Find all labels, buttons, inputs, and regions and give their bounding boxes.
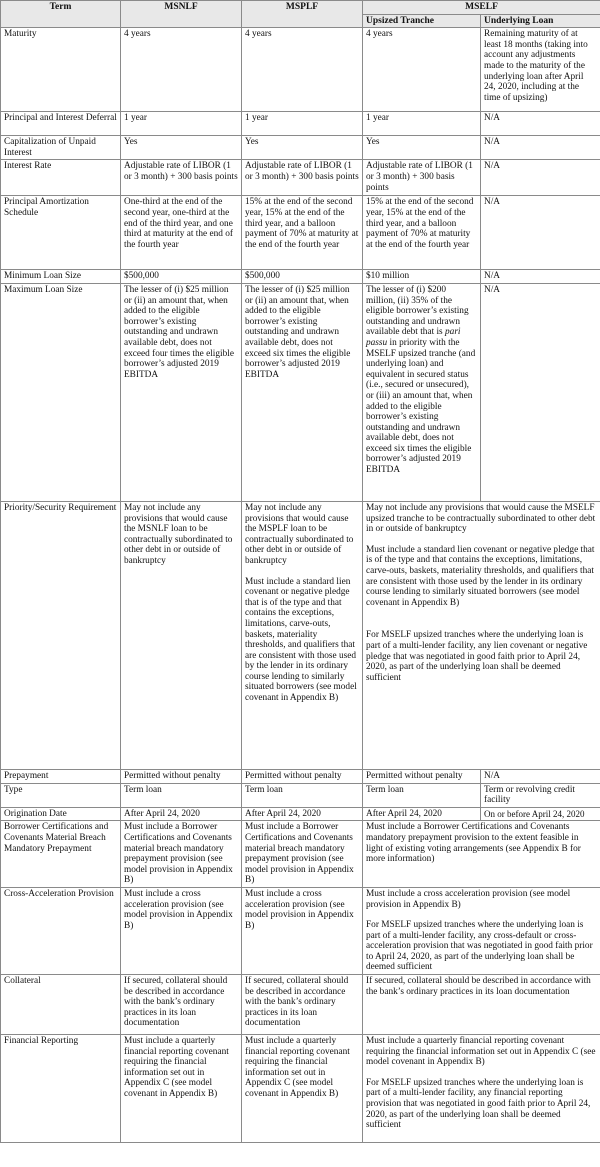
cell-msnlf: Must include a cross acceleration provision (see model provision in Appendix B)	[121, 887, 242, 974]
row-term: Interest Rate	[1, 160, 121, 196]
cell-mself: If secured, collateral should be described in accordance with the bank’s ordinary practices in its loan documentation	[363, 975, 600, 1035]
table-row	[1, 821, 600, 888]
row-term: Maturity	[1, 28, 121, 112]
cell-msplf: 15% at the end of the second year, 15% at the end of the third year, and a balloon payment of 70% at maturity at the end of the fourth year	[242, 196, 363, 270]
priority-mself-para-3: For MSELF upsized tranches where the underlying loan is part of a multi-lender facility, any lien covenant or negative pledge that was negotiated in good faith prior to April 24, 2020, as part of the underlying loan shall be deemed sufficient	[366, 630, 588, 683]
row-term: Principal and Interest Deferral	[1, 112, 121, 136]
cell-upsized	[363, 283, 481, 501]
cell-upsized: 15% at the end of the second year, 15% at the end of the third year, and a balloon payment of 70% at maturity at the end of the fourth year	[363, 196, 481, 270]
table-row	[1, 270, 600, 284]
cell-msnlf: Yes	[121, 136, 242, 160]
cell-upsized: $10 million	[363, 270, 481, 284]
cell-msplf: Adjustable rate of LIBOR (1 or 3 month) + 300 basis points	[242, 160, 363, 196]
cell-msplf: 4 years	[242, 28, 363, 112]
header-underlying-loan: Underlying Loan	[481, 14, 600, 28]
row-term: Cross-Acceleration Provision	[1, 887, 121, 974]
cell-msplf: The lesser of (i) $25 million or (ii) an amount that, when added to the eligible borrower’s existing outstanding and undrawn available debt, does not exceed six times the eligible borrower’s adjusted 2019 EBITDA	[242, 283, 363, 501]
cell-underlying: N/A	[481, 283, 600, 501]
reporting-mself-para-2: For MSELF upsized tranches where the underlying loan is part of a multi-lender facility, any financial reporting provision that was negotiated in good faith prior to April 24, 2020, as part of the underlying loan shall be deemed sufficient	[366, 1077, 591, 1131]
table-row	[1, 160, 600, 196]
table-row	[1, 136, 600, 160]
header-row	[1, 1, 600, 15]
cell-msnlf: Must include a quarterly financial reporting covenant requiring the financial information set out in Appendix C (see model covenant in Appendix B)	[121, 1035, 242, 1143]
cell-mself: Must include a Borrower Certifications and Covenants mandatory prepayment provision to the extent feasible in light of existing voting arrangements (see Appendix B for more information)	[363, 821, 600, 888]
cell-msnlf: Adjustable rate of LIBOR (1 or 3 month) + 300 basis points	[121, 160, 242, 196]
row-term: Minimum Loan Size	[1, 270, 121, 284]
row-term: Capitalization of Unpaid Interest	[1, 136, 121, 160]
cell-msplf	[242, 501, 363, 769]
cell-msnlf: 4 years	[121, 28, 242, 112]
cell-mself	[363, 887, 600, 974]
row-term: Financial Reporting	[1, 1035, 121, 1143]
cell-upsized: Adjustable rate of LIBOR (1 or 3 month) + 300 basis points	[363, 160, 481, 196]
cell-mself	[363, 501, 600, 769]
header-mself: MSELF	[363, 1, 600, 15]
cell-msplf: $500,000	[242, 270, 363, 284]
header-term: Term	[1, 1, 121, 28]
priority-msplf-para-2: Must include a standard lien covenant or negative pledge that is of the type and that contains the exceptions, limitations, carve-outs, baskets, materiality thresholds, and qualifiers that are consistent with those used by the lender in its ordinary course lending to similarly situated borrowers (see model covenant in Appendix B)	[245, 576, 357, 704]
pari-passu-text: pari passu	[366, 327, 461, 348]
table-row	[1, 975, 600, 1035]
row-term: Principal Amortization Schedule	[1, 196, 121, 270]
cell-mself	[363, 1035, 600, 1143]
cell-msplf: Permitted without penalty	[242, 769, 363, 783]
cell-underlying: N/A	[481, 160, 600, 196]
cell-upsized: After April 24, 2020	[363, 807, 481, 821]
header-msplf: MSPLF	[242, 1, 363, 28]
cell-upsized: Permitted without penalty	[363, 769, 481, 783]
cell-msplf: Yes	[242, 136, 363, 160]
cell-upsized: Yes	[363, 136, 481, 160]
cell-underlying: N/A	[481, 270, 600, 284]
table-row	[1, 783, 600, 807]
cell-msplf: Must include a cross acceleration provision (see model provision in Appendix B)	[242, 887, 363, 974]
cell-upsized: Term loan	[363, 783, 481, 807]
header-upsized-tranche: Upsized Tranche	[363, 14, 481, 28]
row-term: Collateral	[1, 975, 121, 1035]
cell-upsized: 1 year	[363, 112, 481, 136]
max-size-text-b: in priority with the MSELF upsized tranche (and underlying loan) and equivalent in secured status (i.e., secured or unsecured), or (iii) an amount that, when added to the eligible borrower’s existing outstanding and undrawn available debt, does not exceed six times the eligible borrower’s adjusted 2019 EBITDA	[366, 337, 476, 476]
cell-msnlf: May not include any provisions that would cause the MSNLF loan to be contractually subordinated to other debt in or outside of bankruptcy	[121, 501, 242, 769]
cell-msplf: 1 year	[242, 112, 363, 136]
cell-msplf: Must include a Borrower Certifications and Covenants material breach mandatory prepayment provision (see model provision in Appendix B)	[242, 821, 363, 888]
cell-underlying: N/A	[481, 769, 600, 783]
cell-underlying: N/A	[481, 196, 600, 270]
table-row	[1, 283, 600, 501]
table-row	[1, 807, 600, 821]
cell-underlying: On or before April 24, 2020	[481, 807, 600, 821]
reporting-mself-para-1: Must include a quarterly financial reporting covenant requiring the financial information set out in Appendix C (see model covenant in Appendix B)	[366, 1036, 596, 1068]
table-row	[1, 112, 600, 136]
cell-underlying: N/A	[481, 112, 600, 136]
row-term: Borrower Certifications and Covenants Material Breach Mandatory Prepayment	[1, 821, 121, 888]
cell-msnlf: Permitted without penalty	[121, 769, 242, 783]
cell-msnlf: $500,000	[121, 270, 242, 284]
cell-msnlf: The lesser of (i) $25 million or (ii) an amount that, when added to the eligible borrower’s existing outstanding and undrawn available debt, does not exceed four times the eligible borrower’s adjusted 2019 EBITDA	[121, 283, 242, 501]
row-term: Priority/Security Requirement	[1, 501, 121, 769]
row-term: Prepayment	[1, 769, 121, 783]
row-term: Origination Date	[1, 807, 121, 821]
cell-underlying: N/A	[481, 136, 600, 160]
table-row	[1, 501, 600, 769]
cell-underlying: Term or revolving credit facility	[481, 783, 600, 807]
cell-msnlf: After April 24, 2020	[121, 807, 242, 821]
cell-msplf: Term loan	[242, 783, 363, 807]
max-size-text-a: The lesser of (i) $200 million, (ii) 35% of the eligible borrower’s existing outstanding and undrawn available debt that is	[366, 284, 469, 338]
cell-msnlf: Term loan	[121, 783, 242, 807]
cell-msnlf: If secured, collateral should be described in accordance with the bank’s ordinary practices in its loan documentation	[121, 975, 242, 1035]
cell-upsized: 4 years	[363, 28, 481, 112]
cell-msnlf: Must include a Borrower Certifications and Covenants material breach mandatory prepayment provision (see model provision in Appendix B)	[121, 821, 242, 888]
row-term: Type	[1, 783, 121, 807]
row-term: Maximum Loan Size	[1, 283, 121, 501]
table-row	[1, 28, 600, 112]
priority-msplf-para-1: May not include any provisions that would cause the MSPLF loan to be contractually subordinated to other debt in or outside of bankruptcy	[245, 502, 354, 566]
cell-msplf: If secured, collateral should be described in accordance with the bank’s ordinary practices in its loan documentation	[242, 975, 363, 1035]
table-row	[1, 769, 600, 783]
table-row	[1, 1035, 600, 1143]
cell-msplf: Must include a quarterly financial reporting covenant requiring the financial information set out in Appendix C (see model covenant in Appendix B)	[242, 1035, 363, 1143]
cell-msnlf: One-third at the end of the second year, one-third at the end of the third year, and one third at maturity at the end of the fourth year	[121, 196, 242, 270]
header-msnlf: MSNLF	[121, 1, 242, 28]
table-row	[1, 196, 600, 270]
priority-mself-para-2: Must include a standard lien covenant or negative pledge that is of the type and that contains the exceptions, limitations, carve-outs, baskets, materiality thresholds, and qualifiers that are consistent with those used by the lender in its ordinary course lending to similarly situated borrowers (see model covenant in Appendix B)	[366, 544, 595, 608]
cell-msnlf: 1 year	[121, 112, 242, 136]
cell-msplf: After April 24, 2020	[242, 807, 363, 821]
priority-mself-para-1: May not include any provisions that would cause the MSELF upsized tranche to be contractually subordinated to other debt in or outside of bankruptcy	[366, 502, 596, 535]
table-row	[1, 887, 600, 974]
cell-underlying: Remaining maturity of at least 18 months (taking into account any adjustments made to the maturity of the underlying loan after April 24, 2020, including at the time of upsizing)	[481, 28, 600, 112]
cross-mself-para-1: Must include a cross acceleration provision (see model provision in Appendix B)	[366, 888, 571, 910]
cross-mself-para-2: For MSELF upsized tranches where the underlying loan is part of a multi-lender facility, any cross-default or cross-acceleration provision that was negotiated in good faith prior to April 24, 2020, as part of the underlying loan shall be deemed sufficient	[366, 920, 593, 973]
